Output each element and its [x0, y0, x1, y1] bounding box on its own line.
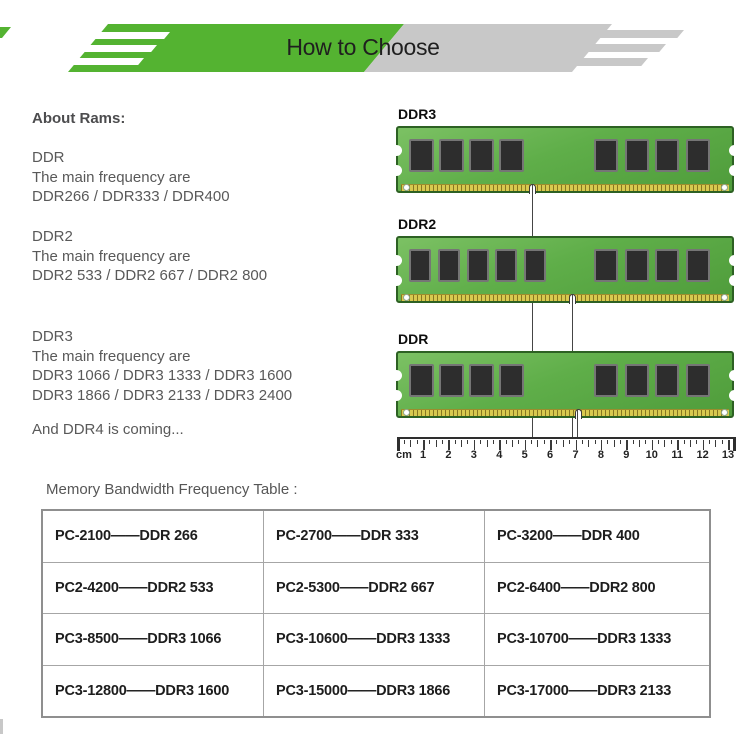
- ram-type-name: DDR3: [32, 328, 73, 345]
- ruler-tick: [518, 440, 519, 444]
- ruler-number: 10: [645, 449, 658, 461]
- edge-notch-bite: [729, 255, 740, 266]
- ruler-tick: [544, 440, 545, 444]
- frequency-table: [41, 509, 711, 718]
- gold-pins: [401, 184, 729, 192]
- mount-hole: [721, 409, 728, 416]
- edge-notch-bite: [391, 165, 402, 176]
- ram-module-ddr3: [396, 106, 734, 193]
- ruler-tick: [639, 440, 640, 447]
- memory-chip: [469, 139, 494, 172]
- ruler-tick: [480, 440, 481, 444]
- ruler-number: 9: [623, 449, 630, 461]
- ruler-tick: [467, 440, 468, 444]
- memory-chip: [499, 364, 524, 397]
- table-cell: PC3-10600——DDR3 1333: [264, 614, 485, 666]
- ruler-number: 6: [547, 449, 554, 461]
- memory-chip: [499, 139, 524, 172]
- memory-chip: [439, 139, 464, 172]
- memory-chip: [594, 364, 618, 397]
- ram-type-line: DDR2 533 / DDR2 667 / DDR2 800: [32, 267, 268, 284]
- memory-chip: [625, 364, 649, 397]
- ruler-tick: [595, 440, 596, 444]
- ruler-tick: [658, 440, 659, 444]
- edge-notch-bite: [391, 370, 402, 381]
- ruler-number: 5: [521, 449, 528, 461]
- table-cell: PC3-15000——DDR3 1866: [264, 665, 485, 717]
- memory-chip: [439, 364, 464, 397]
- mount-hole: [721, 294, 728, 301]
- ruler-tick: [582, 440, 583, 444]
- memory-chip: [524, 249, 546, 282]
- mount-hole: [403, 184, 410, 191]
- memory-chip: [438, 249, 460, 282]
- banner-gray-stripe: [553, 30, 684, 38]
- edge-notch-bite: [729, 390, 740, 401]
- memory-chip: [409, 364, 434, 397]
- edge-notch-bite: [729, 370, 740, 381]
- ruler-tick: [569, 440, 570, 444]
- table-cell: PC3-10700——DDR3 1333: [485, 614, 711, 666]
- page-title: How to Choose: [286, 34, 440, 60]
- about-section-ddr3: [32, 327, 292, 405]
- ruler-number: 2: [445, 449, 452, 461]
- ruler-tick: [537, 440, 538, 447]
- memory-chip: [625, 249, 649, 282]
- table-cell: PC3-8500——DDR3 1066: [42, 614, 264, 666]
- memory-chip: [655, 364, 679, 397]
- memory-chip: [495, 249, 517, 282]
- table-cell: PC-3200——DDR 400: [485, 510, 711, 562]
- about-section-ddr2: [32, 227, 267, 286]
- ruler-tick: [620, 440, 621, 444]
- ruler-tick: [671, 440, 672, 444]
- module-label: DDR3: [398, 106, 437, 122]
- table-cell: PC2-5300——DDR2 667: [264, 562, 485, 614]
- about-heading: About Rams:: [32, 110, 126, 127]
- ruler-tick: [487, 440, 488, 447]
- edge-notch-bite: [391, 390, 402, 401]
- memory-chip: [409, 139, 434, 172]
- memory-chip: [686, 364, 710, 397]
- table-cell: PC-2700——DDR 333: [264, 510, 485, 562]
- module-label: DDR2: [398, 216, 437, 232]
- ruler-tick: [690, 440, 691, 447]
- ruler-tick: [696, 440, 697, 444]
- ruler-tick: [531, 440, 532, 444]
- mount-hole: [403, 294, 410, 301]
- ram-type-line: The main frequency are: [32, 347, 191, 365]
- ruler-tick: [455, 440, 456, 444]
- ruler-tick: [607, 440, 608, 444]
- ruler-tick: [664, 440, 665, 447]
- table-row: [42, 614, 710, 666]
- table-row: [42, 665, 710, 717]
- memory-chip: [469, 364, 494, 397]
- ruler-tick: [404, 440, 405, 444]
- edge-notch-bite: [729, 145, 740, 156]
- ruler-tick: [633, 440, 634, 444]
- ruler-tick: [429, 440, 430, 444]
- edge-notch-bite: [391, 255, 402, 266]
- module-label: DDR: [398, 331, 429, 347]
- ruler-tick: [563, 440, 564, 447]
- ruler-tick: [722, 440, 723, 444]
- banner-gray-stripe: [538, 44, 666, 52]
- banner-gray-stripe: [523, 58, 648, 66]
- ruler-tick: [461, 440, 462, 447]
- ruler-tick: [442, 440, 443, 444]
- ruler-tick: [506, 440, 507, 444]
- ruler-number: 11: [671, 449, 683, 461]
- table-cell: PC-2100——DDR 266: [42, 510, 264, 562]
- about-footer: And DDR4 is coming...: [32, 421, 184, 438]
- banner-stripe-cut: [34, 58, 144, 65]
- ruler-number: 1: [419, 449, 427, 461]
- memory-chip: [594, 139, 618, 172]
- ruler-tick: [709, 440, 710, 444]
- about-section-ddr: [32, 148, 230, 207]
- frequency-table-body: [42, 510, 710, 717]
- notch-guide-line: [577, 410, 578, 437]
- ruler-tick: [556, 440, 557, 444]
- mount-hole: [403, 409, 410, 416]
- memory-chip: [655, 139, 679, 172]
- ruler-tick: [614, 440, 615, 447]
- ruler-number: 12: [696, 449, 709, 461]
- edge-notch-bite: [391, 145, 402, 156]
- ram-module-ddr2: [396, 216, 734, 303]
- mount-hole: [721, 184, 728, 191]
- ram-type-line: DDR3 1866 / DDR3 2133 / DDR3 2400: [32, 386, 293, 404]
- ruler-tick: [417, 440, 418, 444]
- edge-decoration: [0, 719, 3, 734]
- ruler-tick: [684, 440, 685, 444]
- ruler-baseline: [397, 437, 736, 439]
- ruler-unit-label: cm: [396, 449, 412, 461]
- header-banner: [0, 24, 750, 72]
- ram-type-line: DDR266 / DDR333 / DDR400: [32, 188, 230, 205]
- ruler-number: 4: [496, 449, 503, 461]
- memory-chip: [594, 249, 618, 282]
- table-cell: PC3-12800——DDR3 1600: [42, 665, 264, 717]
- table-row: [42, 510, 710, 562]
- ruler-number: 3: [470, 449, 477, 461]
- memory-chip: [467, 249, 489, 282]
- memory-chip: [655, 249, 679, 282]
- ruler-tick: [645, 440, 646, 444]
- edge-notch-bite: [729, 275, 740, 286]
- ruler-number: 7: [572, 449, 579, 461]
- ram-type-name: DDR: [32, 149, 65, 166]
- ruler-tick: [436, 440, 437, 447]
- ram-type-line: The main frequency are: [32, 168, 191, 186]
- banner-stripe-cut: [54, 32, 170, 39]
- table-cell: PC2-4200——DDR2 533: [42, 562, 264, 614]
- memory-chip: [686, 249, 710, 282]
- gold-pins: [401, 409, 729, 417]
- banner-stripe-cut: [44, 45, 157, 52]
- ruler-tick: [493, 440, 494, 444]
- ram-module-ddr: [396, 331, 734, 418]
- ruler-tick: [512, 440, 513, 447]
- ram-type-name: DDR2: [32, 228, 73, 245]
- memory-chip: [625, 139, 649, 172]
- table-title: Memory Bandwidth Frequency Table :: [46, 481, 298, 498]
- ruler-number: 13: [721, 449, 735, 461]
- table-row: [42, 562, 710, 614]
- memory-chip: [409, 249, 431, 282]
- ram-type-line: DDR3 1066 / DDR3 1333 / DDR3 1600: [32, 367, 293, 384]
- ram-type-line: The main frequency are: [32, 247, 191, 265]
- ruler-tick: [715, 440, 716, 447]
- ruler-tick: [410, 440, 411, 447]
- ruler-number: 8: [597, 449, 604, 461]
- table-cell: PC2-6400——DDR2 800: [485, 562, 711, 614]
- table-cell: PC3-17000——DDR3 2133: [485, 665, 711, 717]
- edge-notch-bite: [391, 275, 402, 286]
- memory-chip: [686, 139, 710, 172]
- gold-pins: [401, 294, 729, 302]
- ruler-tick: [588, 440, 589, 447]
- edge-notch-bite: [729, 165, 740, 176]
